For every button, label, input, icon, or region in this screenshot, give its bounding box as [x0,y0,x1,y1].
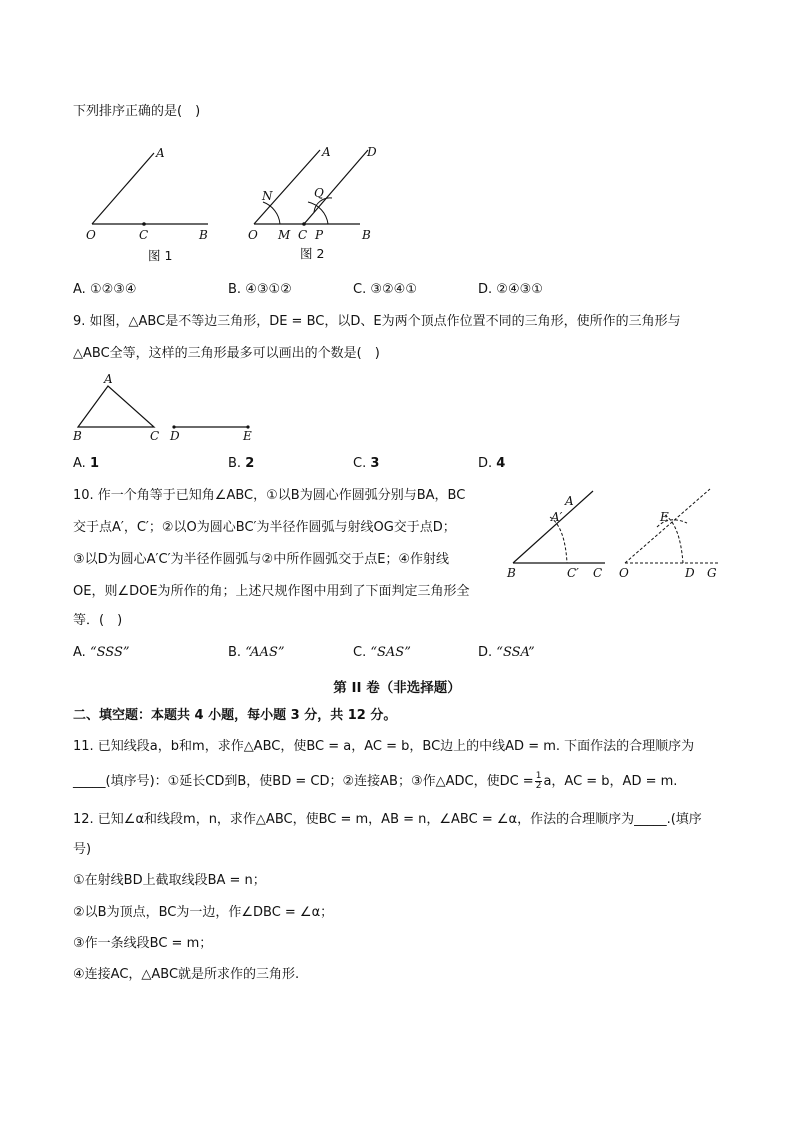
q10-label-A: A [565,494,574,508]
fig2-caption: 图 2 [300,246,325,261]
fig2-label-A: A [322,145,331,159]
q10-line-2: 交于点A′，C′；②以O为圆心BC′为半径作圆弧与射线OG交于点D； [73,520,456,535]
q11-fraction: $\frac{1}{2}$ [535,771,542,791]
question-intro: 下列排序正确的是( ) [73,104,201,119]
q9-figure [70,370,270,445]
q12-step-4: ④连接AC，△ABC就是所求作的三角形. [73,967,300,982]
q12-step-3: ③作一条线段BC = m； [73,936,213,951]
q9-line-2: △ABC全等，这样的三角形最多可以画出的个数是( ) [73,346,380,361]
q9-label-C: C [150,429,160,443]
fig2-label-N: N [262,189,273,203]
fig1-caption: 图 1 [148,248,173,263]
q12-step-2: ②以B为顶点，BC为一边，作∠DBC = ∠α； [73,905,334,920]
fig2-label-B: B [362,228,371,242]
q10-figure [505,485,730,585]
q12-step-1: ①在射线BD上截取线段BA = n； [73,873,266,888]
q9-option-a: A. 1 [73,456,99,471]
q8-option-c: C. ③②④① [353,282,417,297]
q9-label-A: A [104,372,113,386]
fig2-label-D: D [367,145,377,159]
q10-option-b: B. “AAS” [228,645,285,660]
q10-line-5: 等．( ) [73,613,123,628]
q12-line-2: 号) [73,842,92,857]
q10-label-O: O [619,566,629,580]
fig2-label-Q: Q [314,186,324,200]
fig2-label-P: P [315,228,324,242]
q10-label-D: D [685,566,695,580]
q8-option-b: B. ④③①② [228,282,292,297]
q10-label-C: C [593,566,603,580]
part2-title: 第 II 卷（非选择题） [333,680,461,696]
q10-label-B: B [507,566,516,580]
q9-label-B: B [73,429,82,443]
fig1-label-A: A [156,146,165,160]
fig2-label-C: C [298,228,308,242]
fig1-label-C: C [139,228,149,242]
q9-option-d: D. 4 [478,456,506,471]
q8-option-a: A. ①②③④ [73,282,137,297]
q10-line-4: OE，则∠DOE为所作的角；上述尺规作图中用到了下面判定三角形全 [73,584,470,599]
q10-label-E: E [660,510,669,524]
q9-label-E: E [243,429,252,443]
q9-label-D: D [170,429,180,443]
q12-line-1: 12. 已知∠α和线段m，n，求作△ABC，使BC = m，AB = n，∠ABC = ∠α，作法的合理顺序为_____.(填序 [73,812,702,827]
q10-option-a: A. “SSS” [73,645,130,660]
q10-line-3: ③以D为圆心A′C′为半径作圆弧与②中所作圆弧交于点E；④作射线 [73,552,450,567]
q9-option-b: B. 2 [228,456,255,471]
q10-label-C-prime: C′ [567,566,579,580]
section2-heading: 二、填空题：本题共 4 小题，每小题 3 分，共 12 分。 [73,708,397,723]
q9-line-1: 9. 如图，△ABC是不等边三角形，DE = BC，以D、E为两个顶点作位置不同的三角形，使所作的三角形与 [73,314,681,329]
figure-1-2 [70,140,400,270]
q8-option-d: D. ②④③① [478,282,543,297]
fig1-label-B: B [199,228,208,242]
q10-option-d: D. “SSA” [478,645,535,660]
fig2-label-M: M [278,228,291,242]
q11-line-2: _____(填序号)：①延长CD到B，使BD = CD；②连接AB；③作△ADC，使DC = $\frac{1}{2}$ a，AC = b，AD = m. [73,771,678,791]
q11-line-1: 11. 已知线段a，b和m，求作△ABC，使BC = a，AC = b，BC边上的中线AD = m. 下面作法的合理顺序为 [73,739,695,754]
q10-label-G: G [707,566,717,580]
q10-label-A-prime: A′ [551,510,563,524]
q10-line-1: 10. 作一个角等于已知角∠ABC，①以B为圆心作圆弧分别与BA，BC [73,488,466,503]
q10-option-c: C. “SAS” [353,645,411,660]
fig1-label-O: O [86,228,96,242]
q9-option-c: C. 3 [353,456,380,471]
fig2-label-O: O [248,228,258,242]
